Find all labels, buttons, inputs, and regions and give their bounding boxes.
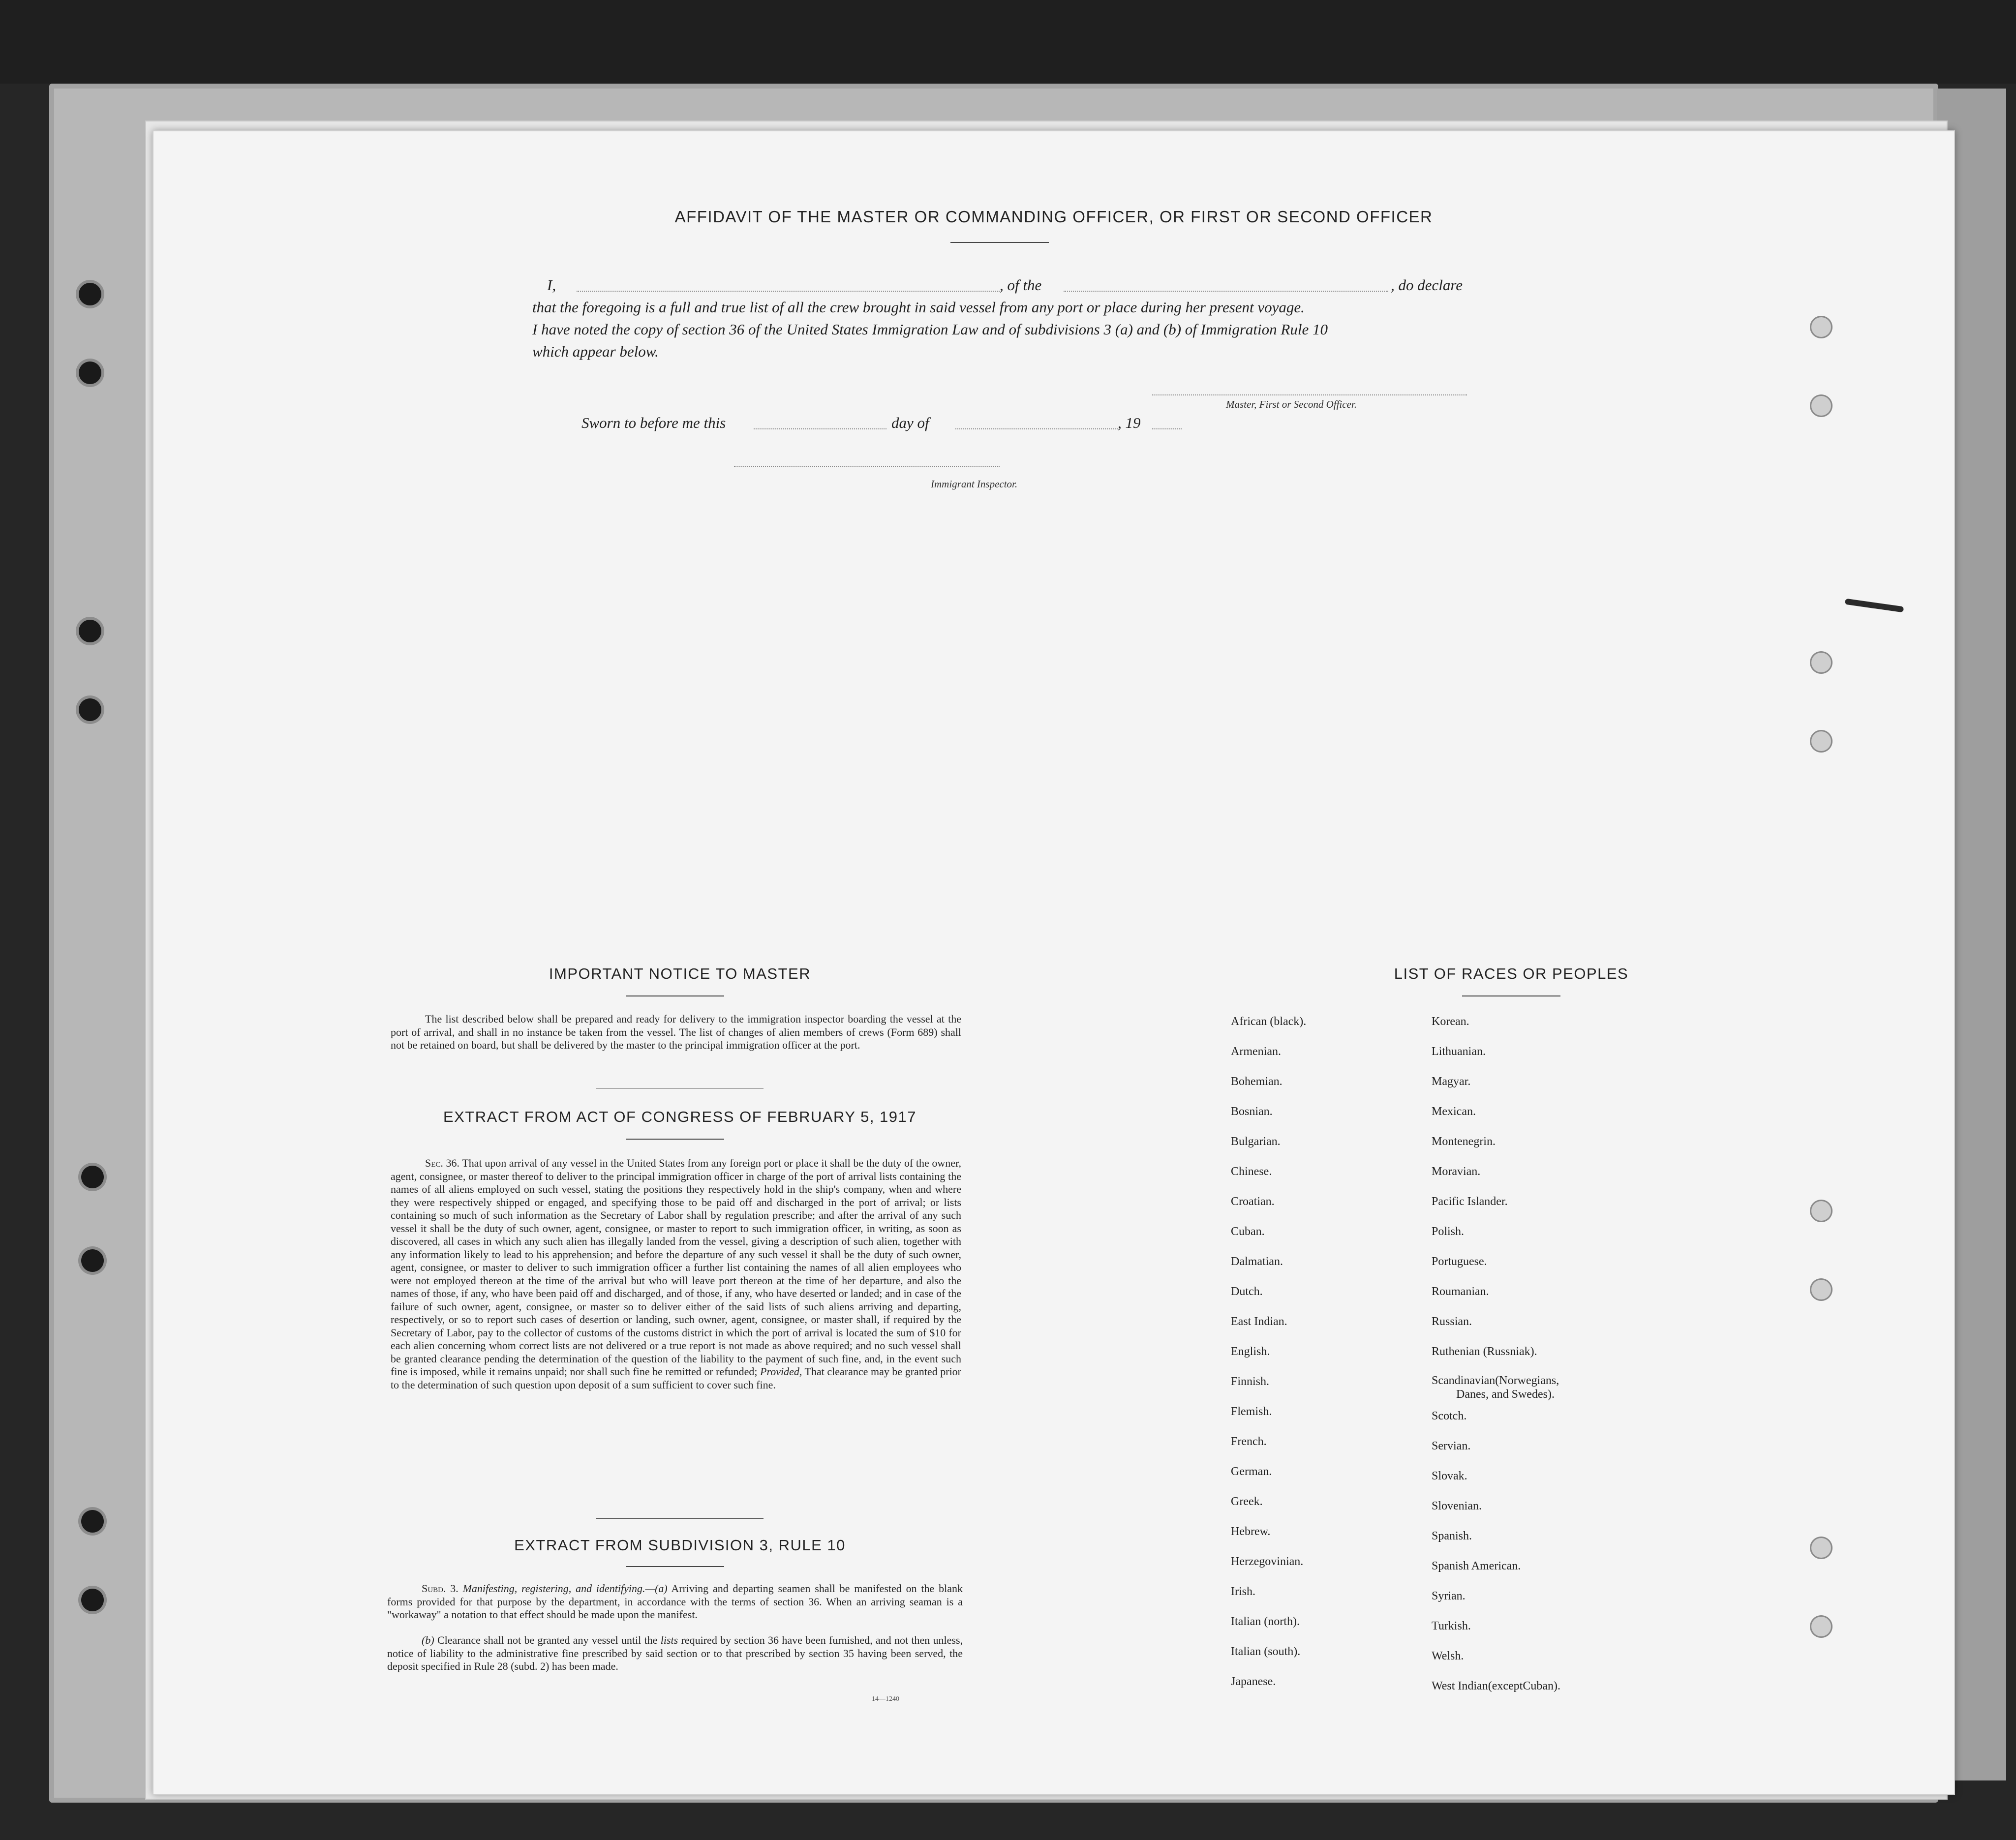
sworn-prefix: Sworn to before me this — [581, 414, 726, 431]
race-item: Scandinavian(Norwegians, — [1432, 1374, 1559, 1387]
race-item: Slovak. — [1432, 1470, 1467, 1482]
race-item: Danes, and Swedes). — [1456, 1388, 1555, 1401]
subd-text-lists: lists — [660, 1634, 678, 1646]
race-item: Bulgarian. — [1231, 1135, 1281, 1148]
notice-text: The list described below shall be prepared and ready for delivery to the immigration inspector boarding the vessel at the port of arrival, and shall in no instance be taken from the vessel. The list of changes of alien members of crews (Form 689) shall not be retained on board, but shall be delivered by the master to the principal immigration officer at the port. — [391, 1013, 961, 1051]
affidavit-line2: that the foregoing is a full and true list of all the crew brought in said vessel from any port or place during her present voyage. — [532, 299, 1305, 316]
subd-text-a: Arriving and departing seamen shall be manifested on the blank forms provided for that purpose by the department, in accordance with the terms of section 36. When an arriving seaman is a "workaway" a notation to that effect should be made upon the manifest. — [387, 1582, 963, 1621]
race-item: Roumanian. — [1432, 1285, 1489, 1298]
race-item: Spanish. — [1432, 1530, 1472, 1542]
race-item: German. — [1231, 1465, 1272, 1478]
page-punch-mark — [1811, 1201, 1831, 1221]
extract-act-rule — [626, 1139, 724, 1140]
binder-hole — [79, 620, 101, 642]
race-item: Magyar. — [1432, 1075, 1471, 1088]
race-item: Armenian. — [1231, 1045, 1281, 1058]
binder-hole — [79, 283, 101, 305]
binder-hole — [81, 1589, 104, 1611]
page-punch-mark — [1811, 731, 1831, 751]
race-item: Bohemian. — [1231, 1075, 1283, 1088]
extract-rule-rule — [626, 1566, 724, 1567]
binder-hole — [81, 1510, 104, 1533]
races-rule — [1462, 995, 1560, 996]
page-punch-mark — [1811, 1617, 1831, 1636]
subd-text-b2: required by section 36 have been furnished, and not then unless, notice of liability to the administrative fine prescribed by said section or to that prescribed by section 35 having been served, the deposit specified in Rule 28 (subd. 2) has been made. — [387, 1634, 963, 1672]
b-label: (b) — [422, 1634, 434, 1646]
sworn-month-field[interactable] — [955, 428, 1118, 429]
sworn-year: , 19 — [1118, 414, 1141, 431]
races-list-left — [1231, 1015, 1428, 1704]
race-item: Moravian. — [1432, 1165, 1481, 1178]
race-item: Italian (north). — [1231, 1615, 1300, 1628]
extract-rule-title: EXTRACT FROM SUBDIVISION 3, RULE 10 — [514, 1537, 846, 1554]
race-item: Chinese. — [1231, 1165, 1272, 1178]
inspector-line[interactable] — [734, 466, 1000, 467]
notice-rule — [626, 995, 724, 996]
signature-label: Master, First or Second Officer. — [1226, 398, 1357, 410]
scan-top-edge — [0, 0, 2016, 84]
name-field[interactable] — [577, 291, 1000, 292]
binder-hole — [79, 362, 101, 384]
extract-rule-text-b — [387, 1634, 963, 1673]
race-item: Turkish. — [1432, 1620, 1471, 1632]
race-item: Spanish American. — [1432, 1560, 1521, 1572]
affidavit-title: AFFIDAVIT OF THE MASTER OR COMMANDING OFFICER, OR FIRST OR SECOND OFFICER — [674, 208, 1433, 226]
race-item: Pacific Islander. — [1432, 1195, 1508, 1208]
page-punch-mark — [1811, 1538, 1831, 1558]
race-item: Cuban. — [1231, 1225, 1265, 1238]
races-title: LIST OF RACES OR PEOPLES — [1394, 965, 1629, 982]
race-item: Bosnian. — [1231, 1105, 1273, 1118]
extract-act-end-rule — [596, 1518, 764, 1519]
manifest-page — [153, 130, 1955, 1795]
notice-title: IMPORTANT NOTICE TO MASTER — [549, 965, 811, 982]
race-item: Greek. — [1231, 1495, 1263, 1508]
provided-label: Provided, — [760, 1365, 802, 1378]
race-item: Welsh. — [1432, 1650, 1464, 1662]
race-item: Italian (south). — [1231, 1645, 1301, 1658]
race-item: West Indian(exceptCuban). — [1432, 1680, 1560, 1692]
race-item: Scotch. — [1432, 1410, 1467, 1422]
page-punch-mark — [1811, 653, 1831, 672]
subd-text-b1: Clearance shall not be granted any vessel until the — [437, 1634, 658, 1646]
race-item: Servian. — [1432, 1440, 1471, 1452]
sec-body-end: That clearance may be granted prior to the determination of such question upon deposit of a sum sufficient to cover such fine. — [391, 1365, 962, 1391]
inspector-label: Immigrant Inspector. — [931, 478, 1018, 490]
race-item: English. — [1231, 1345, 1270, 1358]
race-item: Slovenian. — [1432, 1500, 1482, 1512]
race-item: Croatian. — [1231, 1195, 1275, 1208]
race-item: African (black). — [1231, 1015, 1307, 1028]
race-item: Korean. — [1432, 1015, 1469, 1028]
race-item: East Indian. — [1231, 1315, 1287, 1328]
binder-hole — [79, 698, 101, 721]
race-item: Irish. — [1231, 1585, 1255, 1598]
race-item: French. — [1231, 1435, 1267, 1448]
race-item: Montenegrin. — [1432, 1135, 1496, 1148]
sworn-day-field[interactable] — [754, 428, 886, 429]
race-item: Syrian. — [1432, 1590, 1466, 1602]
race-item: Dalmatian. — [1231, 1255, 1283, 1268]
sworn-year-field[interactable] — [1152, 428, 1182, 429]
page-punch-mark — [1811, 1280, 1831, 1299]
race-item: Ruthenian (Russniak). — [1432, 1345, 1537, 1358]
page-punch-mark — [1811, 396, 1831, 416]
binder-hole — [81, 1166, 104, 1188]
race-item: Portuguese. — [1432, 1255, 1487, 1268]
title-rule — [950, 242, 1049, 243]
affidavit-line3: I have noted the copy of section 36 of the United States Immigration Law and of subdivisions 3 (a) and (b) of Immigration Rule 10 — [532, 321, 1328, 338]
races-list-right — [1432, 1015, 1707, 1704]
affidavit-of-the: , of the — [1000, 276, 1042, 294]
extract-rule-text-a — [387, 1582, 963, 1622]
vessel-field[interactable] — [1064, 291, 1388, 292]
race-item: Russian. — [1432, 1315, 1472, 1328]
extract-act-title: EXTRACT FROM ACT OF CONGRESS OF FEBRUARY 5, 1917 — [443, 1108, 917, 1125]
extract-act-text — [391, 1157, 961, 1391]
race-item: Lithuanian. — [1432, 1045, 1486, 1058]
form-number: 14—1240 — [872, 1695, 899, 1703]
sec-label: Sec. 36. — [425, 1157, 460, 1169]
subd-label: Subd. 3. — [422, 1582, 458, 1595]
binder-hole — [81, 1249, 104, 1272]
page-punch-mark — [1811, 317, 1831, 337]
signature-line[interactable] — [1152, 394, 1467, 395]
race-item: Finnish. — [1231, 1375, 1270, 1388]
affidavit-line4: which appear below. — [532, 343, 659, 360]
race-item: Herzegovinian. — [1231, 1555, 1304, 1568]
affidavit-i: I, — [547, 276, 556, 294]
sec-body: That upon arrival of any vessel in the United States from any foreign port or place it shall be the duty of the owner, agent, consignee, or master thereof to deliver to the principal immigration officer in charge of the port of arrival lists containing the names of all aliens employed on such vessel, stating the positions they respectively hold in the ship's company, when and where they were respectively shipped or engaged, and specifying those to be paid off and discharged in the port of arrival; or lists containing so much of such information as the Secretary of Labor shall by regulation prescribe; and after the arrival of any such vessel it shall be the duty of such owner, agent, consignee, or master to report to such immigration officer, in writing, as soon as discovered, all cases in which any such alien has illegally landed from the vessel, giving a description of such alien, together with any information likely to lead to his apprehension; and before the departure of any such vessel it shall be the duty of such owner, agent, consignee, or master to deliver to such immigration officer a further list containing the names of all alien employees who were not employed thereon at the time of the arrival but who will leave port thereon at the time of her departure, and also the names of those, if any, who have been paid off and discharged, and of those, if any, who have deserted or landed; and in case of the failure of such owner, agent, consignee, or master so to deliver either of the said lists of such aliens arriving and departing, respectively, or so to report such cases of desertion or landing, such owner, agent, consignee, or master shall, if required by the Secretary of Labor, pay to the collector of customs of the customs district in which the port of arrival is located the sum of $10 for each alien concerning whom correct lists are not delivered or a true report is not made as above required; and no such vessel shall be granted clearance pending the determination of the question of the liability to the payment of such fine, and, in the event such fine is imposed, while it remains unpaid; nor shall such fine be remitted or refunded; — [391, 1157, 962, 1378]
race-item: Japanese. — [1231, 1675, 1276, 1688]
race-item: Polish. — [1432, 1225, 1465, 1238]
race-item: Flemish. — [1231, 1405, 1272, 1418]
race-item: Mexican. — [1432, 1105, 1476, 1118]
race-item: Dutch. — [1231, 1285, 1263, 1298]
race-item: Hebrew. — [1231, 1525, 1271, 1538]
affidavit-declare: , do declare — [1391, 276, 1463, 294]
sworn-day-of: day of — [891, 414, 929, 431]
subd-heading: Manifesting, registering, and identifying.—(a) — [462, 1582, 668, 1595]
